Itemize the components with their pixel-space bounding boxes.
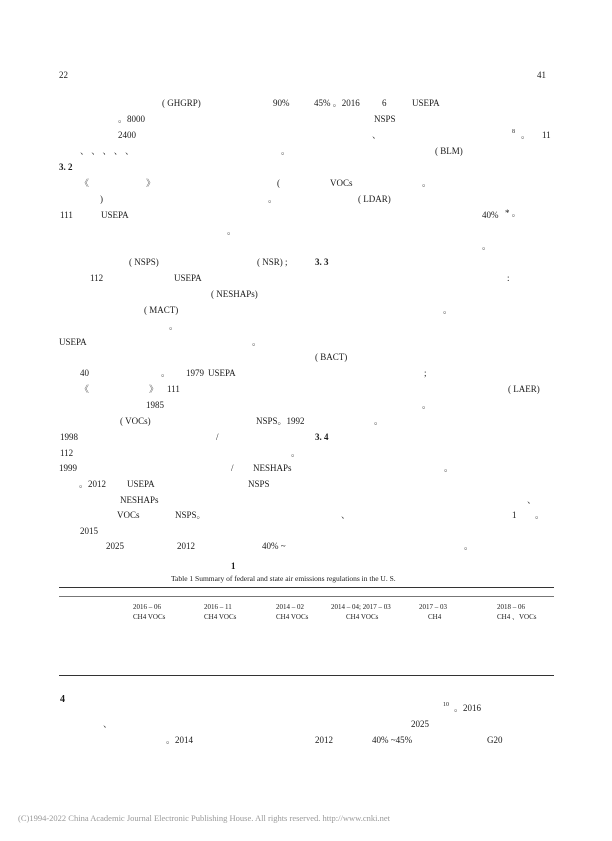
section-heading-3-2: 3. 2 (59, 162, 73, 172)
table-col-gas: CH4 VOCs (133, 613, 166, 621)
text-fragment: 1979 (186, 368, 204, 378)
text-fragment: 1985 (146, 400, 164, 410)
text-fragment: 。 (422, 400, 432, 410)
text-fragment: ( LAER) (508, 384, 540, 394)
text-fragment: 。2014 (166, 735, 194, 745)
text-fragment: 111 (167, 384, 180, 394)
text-fragment: 2025 (411, 719, 429, 729)
text-fragment: USEPA (101, 210, 129, 220)
text-fragment: 40 (80, 368, 89, 378)
text-fragment: 1999 (59, 463, 77, 473)
text-fragment: USEPA (174, 273, 202, 283)
text-fragment: 2012 (315, 735, 333, 745)
text-fragment: ( (277, 178, 280, 188)
table-header-rule (59, 596, 554, 597)
text-fragment: 、 (527, 495, 537, 505)
text-fragment: 》 (146, 178, 156, 188)
text-fragment: NSPS。 (175, 510, 206, 520)
table-col-gas: CH4 VOCs (276, 613, 309, 621)
table-bottom-rule (59, 675, 554, 676)
text-fragment: ( NSPS) (129, 257, 159, 267)
text-fragment: 1998 (60, 432, 78, 442)
text-fragment: 2025 (106, 541, 124, 551)
text-fragment: ; (424, 368, 427, 378)
text-fragment: 。 (535, 510, 545, 520)
text-fragment: 。 (521, 130, 531, 140)
text-fragment: 2400 (118, 130, 136, 140)
text-fragment: ( GHGRP) (162, 98, 201, 108)
section-heading-4: 4 (60, 694, 65, 705)
text-fragment: 。 (422, 178, 432, 188)
text-fragment: 。 (169, 321, 179, 331)
copyright-footer: (C)1994-2022 China Academic Journal Electronic Publishing House. All rights reserved. http://www.cnki.net (18, 813, 390, 823)
text-fragment: NESHAPs (120, 495, 159, 505)
table-col-date: 2014 – 04; 2017 – 03 (331, 603, 391, 611)
citation-superscript: 10 (443, 702, 449, 708)
text-fragment: 90% (273, 98, 290, 108)
text-fragment: G20 (487, 735, 503, 745)
table-col-gas: CH4 、VOCs (497, 613, 537, 621)
text-fragment: 2015 (80, 526, 98, 536)
text-fragment: VOCs (117, 510, 140, 520)
section-heading-3-4: 3. 4 (315, 432, 329, 442)
text-fragment: 112 (60, 448, 74, 458)
text-fragment: 、 (372, 130, 382, 140)
table-col-date: 2016 – 11 (204, 603, 232, 611)
text-fragment: 。 (374, 416, 384, 426)
text-fragment: ( VOCs) (120, 416, 151, 426)
text-fragment: NSPS (374, 114, 396, 124)
left-page-number: 22 (59, 70, 68, 80)
text-fragment: USEPA (127, 479, 155, 489)
text-fragment: 40% ~ (262, 541, 286, 551)
text-fragment: NESHAPs (253, 463, 292, 473)
text-fragment: USEPA (412, 98, 440, 108)
text-fragment: NSPS。1992 (256, 416, 305, 426)
text-fragment: 40% (482, 210, 499, 220)
text-fragment: USEPA (208, 368, 236, 378)
text-fragment: 111 (60, 210, 73, 220)
text-fragment: 。 (252, 337, 262, 347)
text-fragment: 》 (149, 384, 159, 394)
text-fragment: 。8000 (118, 114, 146, 124)
table-col-date: 2016 – 06 (133, 603, 161, 611)
table-col-gas: CH4 VOCs (204, 613, 237, 621)
text-fragment: 。 (291, 448, 301, 458)
text-fragment: / (216, 432, 219, 442)
text-fragment: 45% 。2016 (314, 98, 360, 108)
table-col-date: 2017 – 03 (419, 603, 447, 611)
text-fragment: 。2016 (454, 703, 482, 713)
table-number: 1 (231, 561, 236, 571)
text-fragment: 。2012 (79, 479, 107, 489)
text-fragment: USEPA (59, 337, 87, 347)
text-fragment: * 。 (505, 208, 521, 218)
table-col-gas: CH4 VOCs (346, 613, 379, 621)
text-fragment: ( LDAR) (358, 194, 391, 204)
text-fragment: 《 (80, 384, 90, 394)
text-fragment: / (231, 463, 234, 473)
text-fragment: 1 (512, 510, 517, 520)
text-fragment: 。 (482, 241, 492, 251)
text-fragment: 112 (90, 273, 104, 283)
text-fragment: 。 (443, 305, 453, 315)
right-page-number: 41 (537, 70, 546, 80)
text-fragment: ( NESHAPs) (211, 289, 258, 299)
text-fragment: 40% ~45% (372, 735, 413, 745)
text-fragment: 。 (268, 194, 278, 204)
table-caption: Table 1 Summary of federal and state air emissions regulations in the U. S. (171, 574, 396, 583)
table-col-gas: CH4 (428, 613, 442, 621)
text-fragment: ( BACT) (315, 352, 348, 362)
text-fragment: ( MACT) (144, 305, 179, 315)
text-fragment: : (507, 273, 510, 283)
text-fragment: ) (100, 194, 103, 204)
table-top-rule (59, 587, 554, 588)
citation-superscript: 8 (512, 129, 515, 135)
section-heading-3-3: 3. 3 (315, 257, 329, 267)
text-fragment: 。 (444, 463, 454, 473)
text-fragment: 、 、 、 、 、 (80, 146, 135, 156)
text-fragment: 2012 (177, 541, 195, 551)
text-fragment: 《 (80, 178, 90, 188)
text-fragment: 11 (542, 130, 551, 140)
text-fragment: ( NSR) ; (257, 257, 288, 267)
text-fragment: NSPS (248, 479, 270, 489)
text-fragment: ( BLM) (435, 146, 463, 156)
text-fragment: 6 (382, 98, 387, 108)
table-col-date: 2014 – 02 (276, 603, 304, 611)
text-fragment: 。 (281, 146, 291, 156)
text-fragment: 、 (341, 510, 351, 520)
text-fragment: 。 (227, 226, 237, 236)
table-col-date: 2018 – 06 (497, 603, 525, 611)
text-fragment: 、 (103, 719, 113, 729)
text-fragment: VOCs (330, 178, 353, 188)
text-fragment: 。 (464, 541, 474, 551)
text-fragment: 。 (161, 368, 171, 378)
